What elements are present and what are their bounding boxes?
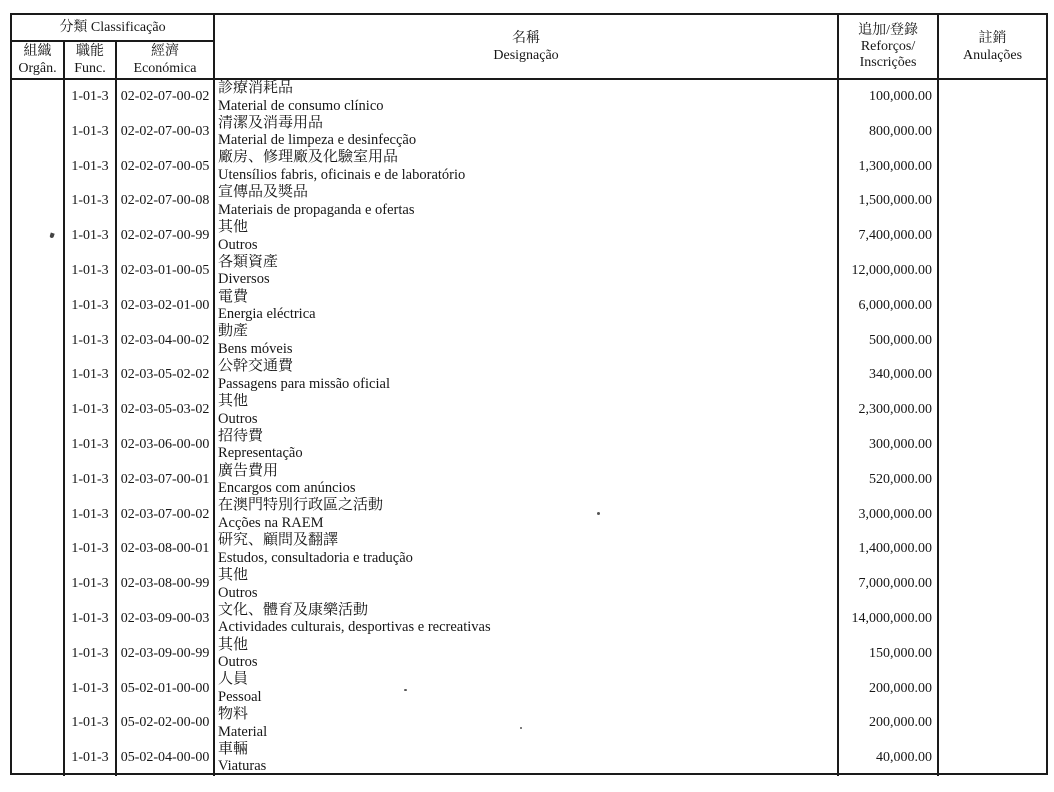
func-code: 1-01-3: [64, 219, 116, 254]
organ-cell: [12, 79, 64, 115]
organ-cell: [12, 567, 64, 602]
designation-pt: Outros: [218, 410, 258, 427]
reinforcement-amount: 200,000.00: [838, 671, 938, 706]
designation-cell: [214, 79, 838, 115]
header-annulments: [938, 15, 1046, 79]
table-row: [12, 532, 1046, 567]
annulment-cell: [938, 149, 1046, 184]
table-row: [12, 671, 1046, 706]
annulment-cell: [938, 706, 1046, 741]
annulment-cell: [938, 567, 1046, 602]
designation-zh: 文化、體育及康樂活動: [218, 601, 369, 618]
annulment-cell: [938, 462, 1046, 497]
econ-code: 02-02-07-00-02: [116, 79, 214, 115]
func-code: 1-01-3: [64, 323, 116, 358]
table-row: [12, 184, 1046, 219]
func-code: 1-01-3: [64, 115, 116, 150]
scan-artifact: [597, 512, 600, 515]
scan-artifact: [520, 727, 522, 729]
econ-code: 02-03-02-01-00: [116, 288, 214, 323]
annulment-cell: [938, 184, 1046, 219]
reinforcement-amount: 1,300,000.00: [838, 149, 938, 184]
designation-pt: Outros: [218, 654, 258, 671]
annulment-cell: [938, 741, 1046, 776]
organ-cell: [12, 706, 64, 741]
designation-cell: [214, 428, 838, 463]
func-code: 1-01-3: [64, 706, 116, 741]
organ-cell: [12, 219, 64, 254]
organ-cell: [12, 393, 64, 428]
reinforcement-amount: 1,500,000.00: [838, 184, 938, 219]
designation-pt: Estudos, consultadoria e tradução: [218, 549, 413, 566]
designation-zh: 其他: [218, 567, 249, 583]
econ-code: 02-03-05-02-02: [116, 358, 214, 393]
designation-cell: [214, 393, 838, 428]
organ-cell: [12, 462, 64, 497]
header-annulments-pt: Anulações: [962, 47, 1023, 63]
header-reinforcements-zh: 追加/登錄: [858, 22, 918, 38]
designation-zh: 其他: [218, 219, 249, 236]
econ-code: 02-03-09-00-99: [116, 636, 214, 671]
reinforcement-amount: 520,000.00: [838, 462, 938, 497]
designation-cell: [214, 497, 838, 532]
table-row: [12, 393, 1046, 428]
reinforcement-amount: 100,000.00: [838, 79, 938, 115]
designation-cell: [214, 323, 838, 358]
designation-pt: Energia eléctrica: [218, 306, 316, 323]
designation-pt: Acções na RAEM: [218, 514, 324, 531]
designation-cell: [214, 254, 838, 289]
func-code: 1-01-3: [64, 636, 116, 671]
organ-cell: [12, 428, 64, 463]
func-code: 1-01-3: [64, 567, 116, 602]
annulment-cell: [938, 532, 1046, 567]
designation-pt: Passagens para missão oficial: [218, 375, 390, 392]
func-code: 1-01-3: [64, 184, 116, 219]
annulment-cell: [938, 288, 1046, 323]
reinforcement-amount: 200,000.00: [838, 706, 938, 741]
econ-code: 02-03-04-00-02: [116, 323, 214, 358]
func-code: 1-01-3: [64, 671, 116, 706]
header-reinforcements-pt1: Reforços/: [860, 38, 916, 54]
scan-artifact: [404, 689, 407, 691]
annulment-cell: [938, 254, 1046, 289]
designation-pt: Materiais de propaganda e ofertas: [218, 201, 415, 218]
reinforcement-amount: 40,000.00: [838, 741, 938, 776]
annulment-cell: [938, 497, 1046, 532]
designation-pt: Encargos com anúncios: [218, 480, 356, 497]
annulment-cell: [938, 636, 1046, 671]
econ-code: 02-03-08-00-01: [116, 532, 214, 567]
func-code: 1-01-3: [64, 741, 116, 776]
designation-zh: 人員: [218, 671, 249, 688]
budget-table-body: [12, 79, 1046, 776]
func-code: 1-01-3: [64, 288, 116, 323]
designation-zh: 各類資產: [218, 253, 279, 270]
budget-table-header: [12, 15, 1046, 79]
annulment-cell: [938, 79, 1046, 115]
header-econ-pt: Económica: [133, 61, 197, 76]
designation-zh: 其他: [218, 393, 249, 410]
designation-pt: Utensílios fabris, oficinais e de laboratório: [218, 166, 466, 183]
designation-zh: 招待費: [218, 427, 264, 444]
func-code: 1-01-3: [64, 602, 116, 637]
designation-zh: 動產: [218, 323, 249, 340]
header-designation: [214, 15, 838, 79]
annulment-cell: [938, 671, 1046, 706]
econ-code: 02-02-07-00-05: [116, 149, 214, 184]
organ-cell: [12, 323, 64, 358]
organ-cell: [12, 149, 64, 184]
header-econ: [116, 41, 214, 79]
econ-code: 05-02-01-00-00: [116, 671, 214, 706]
header-classification: [12, 15, 214, 41]
econ-code: 02-03-06-00-00: [116, 428, 214, 463]
designation-cell: [214, 602, 838, 637]
econ-code: 05-02-04-00-00: [116, 741, 214, 776]
designation-zh: 車輛: [218, 740, 249, 757]
designation-pt: Material de limpeza e desinfecção: [218, 132, 417, 149]
designation-zh: 廠房、修理廠及化驗室用品: [218, 149, 399, 166]
table-row: [12, 497, 1046, 532]
table-row: [12, 741, 1046, 776]
table-row: [12, 636, 1046, 671]
reinforcement-amount: 6,000,000.00: [838, 288, 938, 323]
designation-cell: [214, 462, 838, 497]
designation-pt: Material de consumo clínico: [218, 97, 384, 114]
econ-code: 02-02-07-00-08: [116, 184, 214, 219]
annulment-cell: [938, 219, 1046, 254]
func-code: 1-01-3: [64, 254, 116, 289]
header-func-pt: Func.: [74, 61, 106, 76]
func-code: 1-01-3: [64, 462, 116, 497]
annulment-cell: [938, 602, 1046, 637]
annulment-cell: [938, 428, 1046, 463]
designation-zh: 在澳門特別行政區之活動: [218, 497, 384, 514]
designation-cell: [214, 706, 838, 741]
designation-pt: Bens móveis: [218, 340, 293, 357]
table-row: [12, 323, 1046, 358]
econ-code: 02-03-01-00-05: [116, 254, 214, 289]
table-row: [12, 288, 1046, 323]
organ-cell: [12, 288, 64, 323]
designation-cell: [214, 636, 838, 671]
designation-zh: 清潔及消毒用品: [218, 114, 324, 131]
organ-cell: [12, 115, 64, 150]
organ-cell: [12, 636, 64, 671]
table-row: [12, 254, 1046, 289]
table-row: [12, 149, 1046, 184]
econ-code: 02-03-09-00-03: [116, 602, 214, 637]
organ-cell: [12, 358, 64, 393]
table-row: [12, 219, 1046, 254]
header-econ-zh: 經濟: [151, 44, 180, 59]
header-annulments-zh: 註銷: [978, 30, 1007, 46]
econ-code: 02-03-07-00-02: [116, 497, 214, 532]
econ-code: 02-02-07-00-03: [116, 115, 214, 150]
designation-zh: 其他: [218, 636, 249, 653]
organ-cell: [12, 741, 64, 776]
designation-cell: [214, 184, 838, 219]
econ-code: 02-03-07-00-01: [116, 462, 214, 497]
reinforcement-amount: 2,300,000.00: [838, 393, 938, 428]
table-row: [12, 567, 1046, 602]
reinforcement-amount: 800,000.00: [838, 115, 938, 150]
table-row: [12, 358, 1046, 393]
designation-cell: [214, 115, 838, 150]
econ-code: 05-02-02-00-00: [116, 706, 214, 741]
reinforcement-amount: 12,000,000.00: [838, 254, 938, 289]
organ-cell: [12, 671, 64, 706]
header-reinforcements: [838, 15, 938, 79]
designation-cell: [214, 741, 838, 776]
reinforcement-amount: 7,400,000.00: [838, 219, 938, 254]
designation-zh: 診療消耗品: [218, 80, 294, 96]
reinforcement-amount: 300,000.00: [838, 428, 938, 463]
designation-zh: 物料: [218, 706, 249, 723]
reinforcement-amount: 500,000.00: [838, 323, 938, 358]
table-row: [12, 602, 1046, 637]
designation-pt: Viaturas: [218, 758, 267, 775]
designation-cell: [214, 567, 838, 602]
func-code: 1-01-3: [64, 358, 116, 393]
reinforcement-amount: 14,000,000.00: [838, 602, 938, 637]
designation-cell: [214, 532, 838, 567]
annulment-cell: [938, 323, 1046, 358]
designation-cell: [214, 671, 838, 706]
reinforcement-amount: 340,000.00: [838, 358, 938, 393]
budget-table: [12, 15, 1046, 776]
designation-cell: [214, 149, 838, 184]
header-organ-pt: Orgân.: [18, 61, 57, 76]
designation-zh: 公幹交通費: [218, 358, 294, 375]
func-code: 1-01-3: [64, 393, 116, 428]
econ-code: 02-03-08-00-99: [116, 567, 214, 602]
annulment-cell: [938, 393, 1046, 428]
reinforcement-amount: 7,000,000.00: [838, 567, 938, 602]
func-code: 1-01-3: [64, 497, 116, 532]
func-code: 1-01-3: [64, 79, 116, 115]
reinforcement-amount: 150,000.00: [838, 636, 938, 671]
designation-pt: Pessoal: [218, 688, 262, 705]
table-row: [12, 428, 1046, 463]
reinforcement-amount: 3,000,000.00: [838, 497, 938, 532]
header-func-zh: 職能: [76, 44, 104, 59]
table-row: [12, 79, 1046, 115]
reinforcement-amount: 1,400,000.00: [838, 532, 938, 567]
designation-zh: 電費: [218, 288, 249, 305]
annulment-cell: [938, 115, 1046, 150]
designation-pt: Diversos: [218, 271, 270, 288]
organ-cell: [12, 602, 64, 637]
designation-pt: Outros: [218, 236, 258, 253]
designation-pt: Representação: [218, 445, 303, 462]
func-code: 1-01-3: [64, 428, 116, 463]
annulment-cell: [938, 358, 1046, 393]
header-designation-pt: Designação: [493, 47, 559, 63]
econ-code: 02-02-07-00-99: [116, 219, 214, 254]
organ-cell: [12, 532, 64, 567]
organ-cell: [12, 254, 64, 289]
designation-zh: 研究、顧問及翻譯: [218, 532, 339, 549]
econ-code: 02-03-05-03-02: [116, 393, 214, 428]
designation-cell: [214, 219, 838, 254]
table-row: [12, 115, 1046, 150]
designation-pt: Actividades culturais, desportivas e recreativas: [218, 619, 491, 636]
designation-zh: 廣告費用: [218, 462, 279, 479]
header-organ: [12, 41, 64, 79]
header-func: [64, 41, 116, 79]
designation-cell: [214, 358, 838, 393]
designation-cell: [214, 288, 838, 323]
func-code: 1-01-3: [64, 532, 116, 567]
organ-cell: [12, 184, 64, 219]
func-code: 1-01-3: [64, 149, 116, 184]
table-row: [12, 706, 1046, 741]
designation-pt: Outros: [218, 584, 258, 601]
header-organ-zh: 組織: [23, 44, 52, 59]
header-classification-label: 分類 Classificação: [59, 20, 166, 35]
budget-table-frame: [10, 13, 1048, 775]
organ-cell: [12, 497, 64, 532]
designation-zh: 宣傳品及獎品: [218, 184, 309, 201]
designation-pt: Material: [218, 723, 268, 740]
table-row: [12, 462, 1046, 497]
header-designation-zh: 名稱: [512, 30, 541, 46]
header-reinforcements-pt2: Inscrições: [859, 54, 917, 70]
